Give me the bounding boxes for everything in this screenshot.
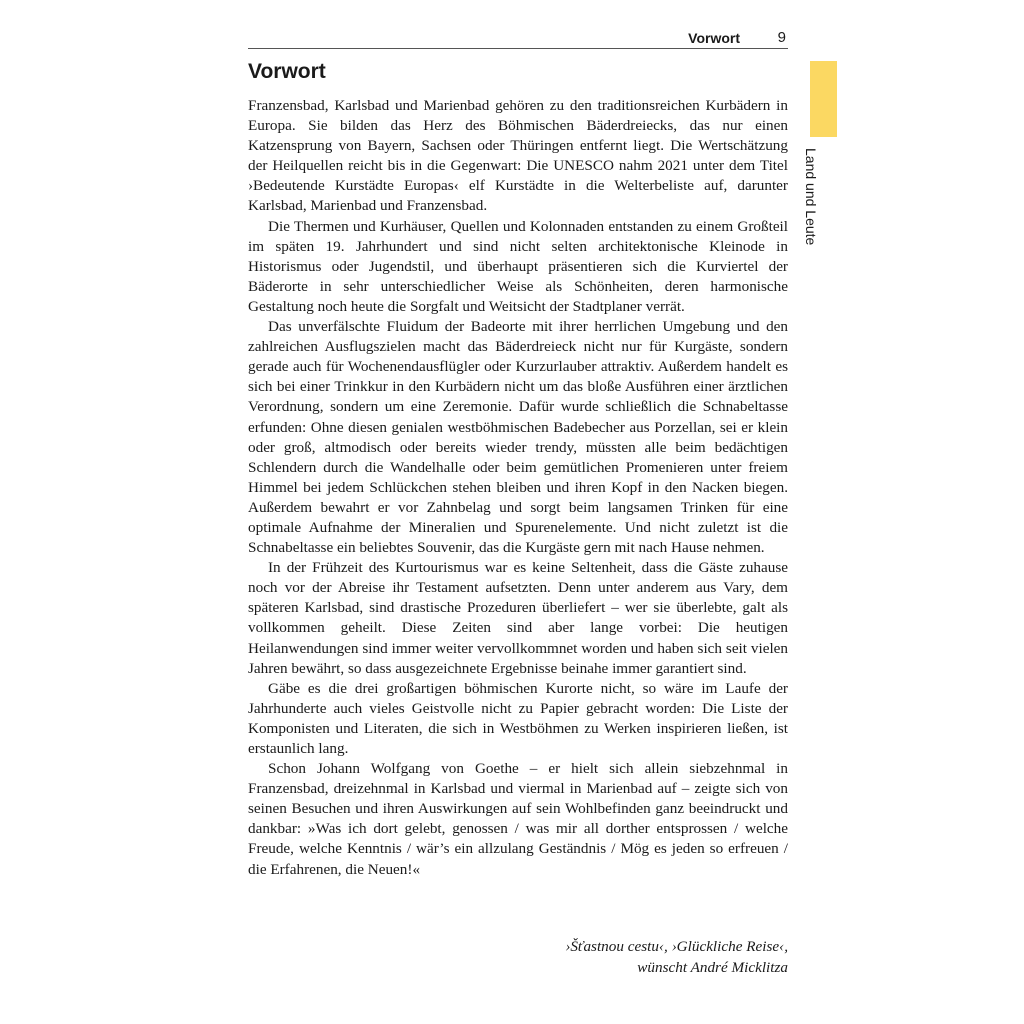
paragraph-4: In der Frühzeit des Kurtourismus war es keine Seltenheit, dass die Gäste zuhause noch vor der Abreise ihr Testament aufsetzten. Denn unter anderem aus Vary, dem späteren Karlsbad, sind drastische Prozeduren überliefert – wer sie überlebte, galt als vollkommen geheilt. Diese Zeiten sind aber lange vorbei: Die heutigen Heilanwendungen sind immer weiter vervollkommnet worden und haben sich seit vielen Jahren bewährt, so dass ausgezeichnete Ergebnisse beinahe immer garantiert sind. [248, 559, 788, 677]
chapter-thumb-tab [810, 61, 837, 137]
paragraph-6: Schon Johann Wolfgang von Goethe – er hielt sich allein siebzehnmal in Franzensbad, dreizehnmal in Karlsbad und viermal in Marienbad auf – zeigte sich von seinen Besuchen und ihren Auswirkungen auf sein Wohlbefinden ganz beeindruckt und dankbar: »Was ich dort gelebt, genossen / was mir all dorther entsprossen / welche Freude, welche Kenntnis / wär’s ein allzulang Geständnis / Mög es jeden so erfreuen / die Erfahrenen, die Neuen!« [248, 760, 788, 878]
signature-author: wünscht André Micklitza [637, 959, 788, 976]
page-number: 9 [777, 29, 786, 46]
chapter-side-label: Land und Leute [803, 148, 819, 246]
running-header-section: Vorwort [688, 30, 740, 46]
running-header [248, 28, 788, 48]
page-title: Vorwort [248, 60, 326, 83]
header-rule [248, 48, 788, 49]
signature [248, 936, 788, 978]
signature-greeting: ›Šťastnou cestu‹, ›Glückliche Reise‹, [565, 938, 788, 955]
paragraph-5: Gäbe es die drei großartigen böhmischen Kurorte nicht, so wäre im Laufe der Jahrhunderte auch vieles Geistvolle nicht zu Papier gebracht worden: Die Liste der Komponisten und Literaten, die sich in Westböhmen zu Werken inspirieren ließen, ist erstaunlich lang. [248, 679, 788, 757]
paragraph-1: Franzensbad, Karlsbad und Marienbad gehören zu den traditionsreichen Kurbädern in Europa. Sie bilden das Herz des Böhmischen Bäderdreiecks, das nur einen Katzensprung von Bayern, Sachsen oder Thüringen entfernt liegt. Die Wertschätzung der Heilquellen reicht bis in die Gegenwart: Die UNESCO nahm 2021 unter dem Titel ›Bedeutende Kurstädte Europas‹ elf Kurstädte in die Welterbeliste auf, darunter Karlsbad, Marienbad und Franzensbad. [248, 97, 788, 215]
paragraph-3: Das unverfälschte Fluidum der Badeorte mit ihrer herrlichen Umgebung und den zahlreichen Ausflugszielen macht das Bäderdreieck nicht nur für Kurgäste, sondern gerade auch für Wochenendausflügler oder Kurzurlauber attraktiv. Außerdem handelt es sich bei einer Trinkkur in den Kurbädern nicht um das bloße Ausführen einer ärztlichen Verordnung, sondern um eine Zeremonie. Dafür wurde schließlich die Schnabeltasse erfunden: Ohne diesen genialen westböhmischen Badebecher aus Porzellan, sei er klein oder groß, altmodisch oder bereits wieder trendy, müssten alle beim bedächtigen Schlendern durch die Wandelhalle oder beim gemütlichen Promenieren unter freiem Himmel bei jedem Schlückchen stehen bleiben und ihren Kopf in den Nacken biegen. Außerdem bewahrt er vor Zahnbelag und sorgt beim langsamen Trinken für eine optimale Aufnahme der Mineralien und Spurenelemente. Und nicht zuletzt ist die Schnabeltasse ein beliebtes Souvenir, das die Kurgäste gern mit nach Hause nehmen. [248, 318, 788, 557]
paragraph-2: Die Thermen und Kurhäuser, Quellen und Kolonnaden entstanden zu einem Großteil im späten 19. Jahrhundert und sind nicht selten architektonische Kleinode in Historismus oder Jugendstil, und überhaupt präsentieren sich die Kurviertel der Bäderorte in sehr unterschiedlicher Weise als Schönheiten, deren harmonische Gestaltung noch heute die Sorgfalt und Weitsicht der Stadtplaner verrät. [248, 217, 788, 315]
body-text [248, 96, 788, 880]
